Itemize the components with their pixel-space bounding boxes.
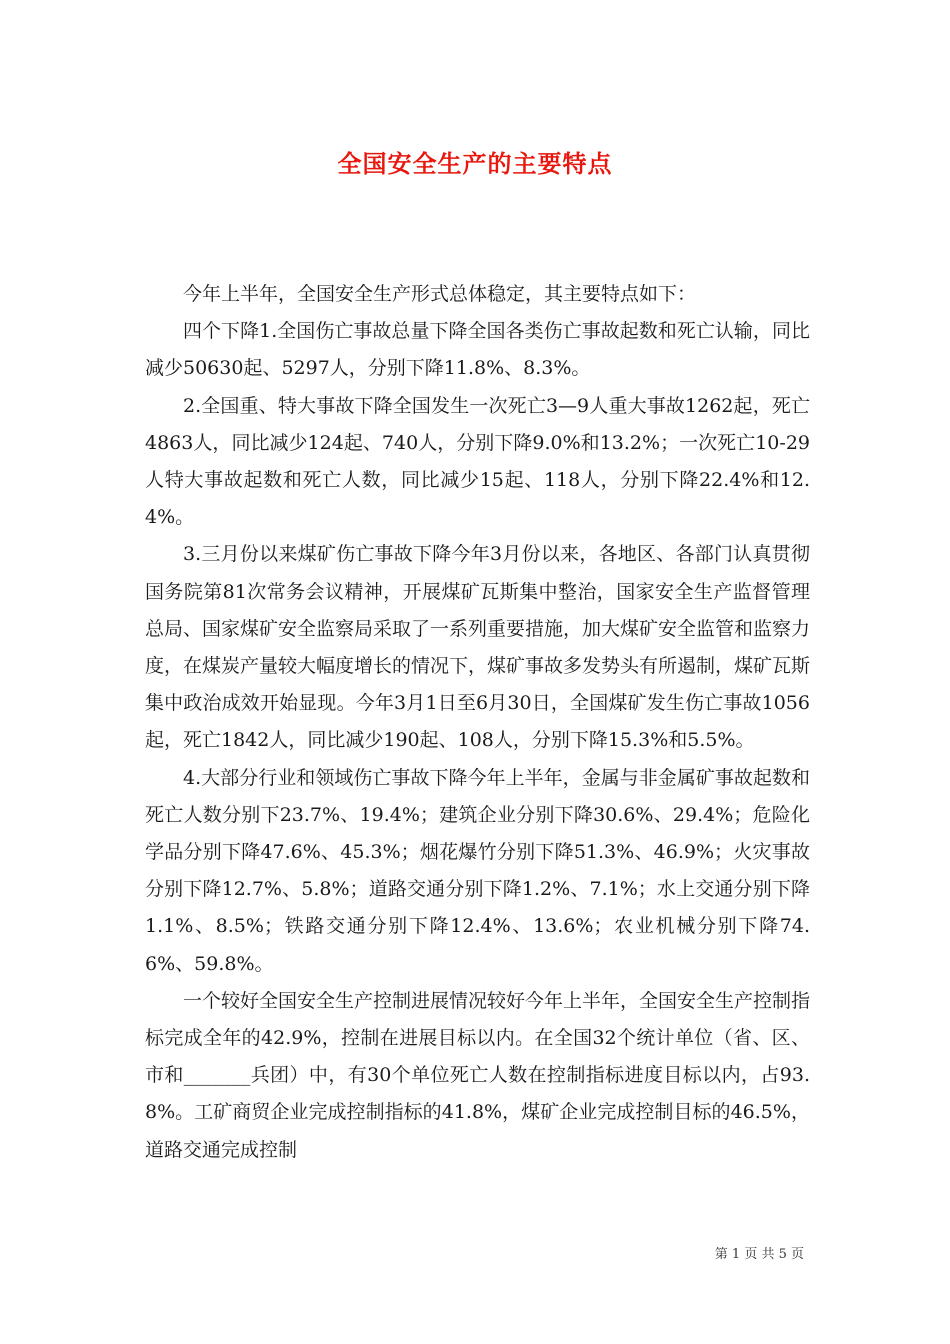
paragraph-intro: 今年上半年，全国安全生产形式总体稳定，其主要特点如下： <box>183 283 697 305</box>
page-number: 第 1 页 共 5 页 <box>714 1247 804 1262</box>
document-body <box>145 276 810 1169</box>
paragraph-point-4: 4.大部分行业和领域伤亡事故下降今年上半年，金属与非金属矿事故起数和死亡人数分别下23.7%、19.4%；建筑企业分别下降30.6%、29.4%；危险化学品分别下降47.6%、45.3%；烟花爆竹分别下降51.3%、46.9%；火灾事故分别下降12.7%、5.8%；道路交通分别下降1.2%、7.1%；水上交通分别下降1.1%、8.5%；铁路交通分别下降12.4%、13.6%；农业机械分别下降74.6%、59.8%。 <box>145 766 810 975</box>
paragraph-point-3: 3.三月份以来煤矿伤亡事故下降今年3月份以来，各地区、各部门认真贯彻国务院第81次常务会议精神，开展煤矿瓦斯集中整治，国家安全生产监督管理总局、国家煤矿安全监察局采取了一系列重要措施，加大煤矿安全监管和监察力度，在煤炭产量较大幅度增长的情况下，煤矿事故多发势头有所遏制，煤矿瓦斯集中政治成效开始显现。今年3月1日至6月30日，全国煤矿发生伤亡事故1056起，死亡1842人，同比减少190起、108人，分别下降15.3%和5.5%。 <box>145 543 811 752</box>
paragraph-point-2: 2.全国重、特大事故下降全国发生一次死亡3—9人重大事故1262起，死亡4863人，同比减少124起、740人，分别下降9.0%和13.2%；一次死亡10-29人特大事故起数和死亡人数，同比减少15起、118人，分别下降22.4%和12.4%。 <box>145 394 810 529</box>
document-title: 全国安全生产的主要特点 <box>337 149 613 179</box>
paragraph-point-1: 四个下降1.全国伤亡事故总量下降全国各类伤亡事故起数和死亡认输，同比减少50630起、5297人，分别下降11.8%、8.3%。 <box>145 320 810 380</box>
paragraph-control-progress: 一个较好全国安全生产控制进展情况较好今年上半年，全国安全生产控制指标完成全年的42.9%，控制在进展目标以内。在全国32个统计单位（省、区、市和_______兵团）中，有30个单位死亡人数在控制指标进度目标以内，占93.8%。工矿商贸企业完成控制指标的41.8%，煤矿企业完成控制目标的46.5%，道路交通完成控制 <box>145 989 811 1161</box>
